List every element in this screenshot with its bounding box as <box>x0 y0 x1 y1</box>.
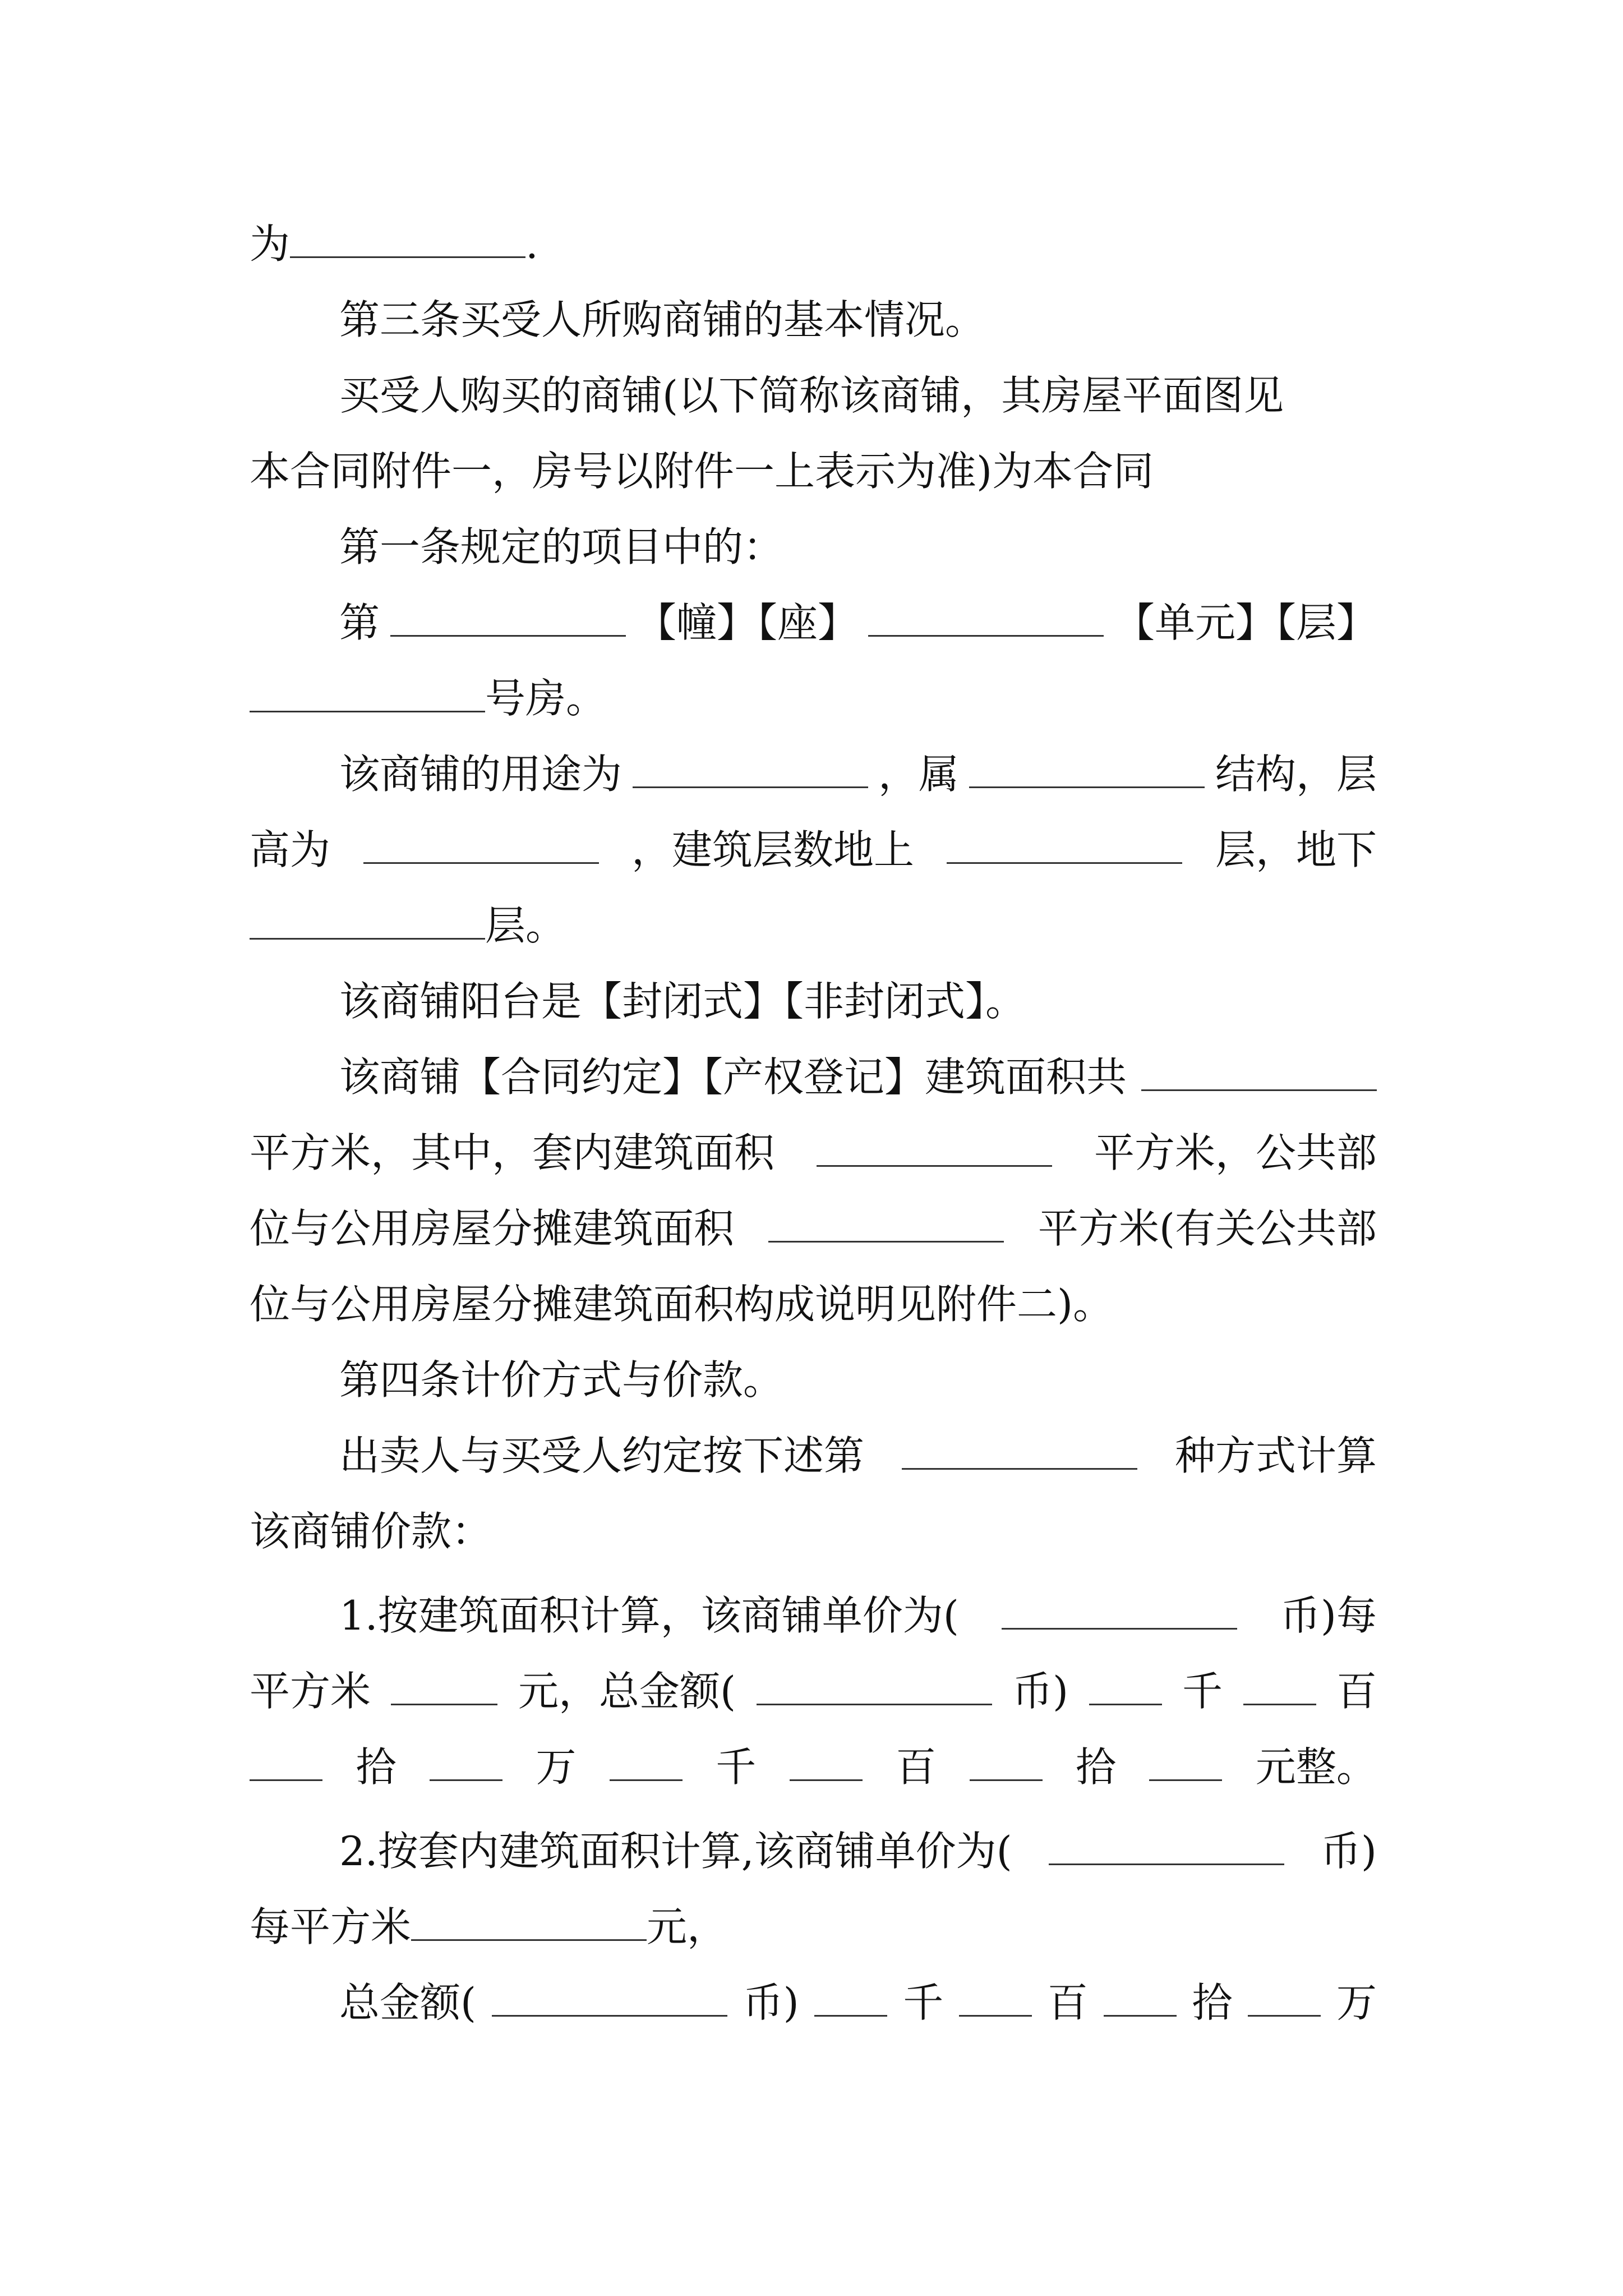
fill-in-blank <box>790 1743 863 1781</box>
text-segment: 平方米，公共部 <box>1094 1129 1377 1176</box>
text-segment: 拾 <box>356 1743 396 1791</box>
text-segment: 为 <box>250 220 291 268</box>
text-segment: 每平方米 <box>250 1903 412 1950</box>
text-segment: 总金额( <box>339 1979 477 2026</box>
text-line <box>339 1975 1377 2031</box>
text-segment: 第三条买受人所购商铺的基本情况。 <box>339 296 986 343</box>
text-segment: 该商铺的用途为 <box>339 751 623 798</box>
section-heading-3 <box>339 292 1467 348</box>
text-segment: 百 <box>896 1743 937 1791</box>
fill-in-blank <box>1089 1667 1162 1705</box>
text-segment: 拾 <box>1192 1979 1233 2026</box>
text-segment: 位与公用房屋分摊建筑面积 <box>250 1205 735 1252</box>
text-segment: 出卖人与买受人约定按下述第 <box>339 1432 865 1479</box>
text-segment: 币) <box>743 1979 799 2026</box>
text-segment: 种方式计算 <box>1174 1432 1377 1479</box>
fill-in-blank <box>817 1129 1052 1167</box>
fill-in-blank <box>1243 1667 1316 1705</box>
text-segment: . <box>525 220 538 268</box>
fill-in-blank <box>768 1204 1004 1243</box>
text-segment: 拾 <box>1076 1743 1117 1791</box>
fill-in-blank <box>814 1978 887 2017</box>
fill-in-blank <box>390 599 626 637</box>
fill-in-blank <box>411 1903 647 1941</box>
text-segment: 币)每 <box>1280 1592 1377 1639</box>
text-line <box>250 1739 1377 1795</box>
fill-in-blank <box>250 1743 322 1781</box>
text-segment: 【幢】【座】 <box>635 599 858 646</box>
text-segment: ，建筑层数地上 <box>631 826 914 873</box>
fill-in-blank <box>290 220 525 258</box>
fill-in-blank <box>947 826 1182 864</box>
text-line <box>339 746 1377 802</box>
fill-in-blank <box>868 599 1104 637</box>
text-segment: 该商铺阳台是【封闭式】【非封闭式】。 <box>339 978 1026 1025</box>
fill-in-blank <box>250 901 485 940</box>
fill-in-blank <box>633 750 868 788</box>
fill-in-blank <box>363 826 599 864</box>
fill-in-blank <box>1002 1591 1237 1630</box>
text-segment: 该商铺【合同约定】【产权登记】建筑面积共 <box>339 1053 1127 1101</box>
text-segment: 该商铺价款： <box>250 1508 492 1555</box>
text-segment: 元整。 <box>1255 1743 1377 1791</box>
text-segment: 百 <box>1336 1668 1377 1715</box>
fill-in-blank <box>1149 1743 1222 1781</box>
text-segment: 1.按建筑面积计算，该商铺单价为( <box>339 1592 959 1639</box>
text-segment: 2.按套内建筑面积计算,该商铺单价为( <box>339 1828 1012 1875</box>
text-segment: 买受人购买的商铺(以下简称该商铺，其房屋平面图见 <box>339 372 1284 419</box>
text-line <box>250 1899 1377 1955</box>
text-segment: 平方米(有关公共部 <box>1038 1205 1377 1252</box>
text-line <box>339 1588 1377 1644</box>
text-line <box>339 1823 1377 1879</box>
fill-in-blank <box>430 1743 502 1781</box>
text-segment: 元，总金额( <box>518 1668 736 1715</box>
text-line <box>250 670 1377 726</box>
text-line <box>250 1663 1377 1719</box>
fill-in-blank <box>959 1978 1032 2017</box>
text-line <box>339 519 1467 575</box>
text-line <box>250 1200 1377 1257</box>
text-line <box>339 595 1377 651</box>
text-segment: 第 <box>339 599 380 646</box>
text-segment: 结构，层 <box>1215 751 1377 798</box>
text-segment: 高为 <box>250 826 331 873</box>
fill-in-blank <box>250 674 485 712</box>
text-line <box>339 973 1467 1029</box>
text-segment: 千 <box>903 1979 944 2026</box>
text-segment: 本合同附件一，房号以附件一上表示为准)为本合同 <box>250 448 1154 495</box>
fill-in-blank <box>969 750 1205 788</box>
text-segment: 平方米，其中，套内建筑面积 <box>250 1129 775 1176</box>
text-line <box>339 1428 1377 1484</box>
section-heading-4 <box>339 1352 1467 1408</box>
text-segment: 万 <box>1336 1979 1377 2026</box>
text-segment: 币) <box>1320 1828 1377 1875</box>
text-segment: 号房。 <box>485 675 607 722</box>
text-line <box>250 1125 1377 1181</box>
text-segment: 【单元】【层】 <box>1114 599 1377 646</box>
text-line <box>250 216 1377 272</box>
fill-in-blank <box>1104 1978 1177 2017</box>
text-segment: 千 <box>716 1743 757 1791</box>
fill-in-blank <box>902 1432 1137 1470</box>
text-segment: 币) <box>1012 1668 1069 1715</box>
text-line <box>250 1503 1377 1559</box>
text-line <box>250 443 1377 499</box>
fill-in-blank <box>610 1743 683 1781</box>
fill-in-blank <box>1141 1053 1377 1091</box>
text-line <box>339 367 1377 424</box>
text-line <box>250 898 1377 954</box>
text-segment: 第一条规定的项目中的： <box>339 523 784 570</box>
text-segment: 元， <box>647 1903 728 1950</box>
fill-in-blank <box>1248 1978 1321 2017</box>
text-segment: 第四条计价方式与价款。 <box>339 1356 784 1404</box>
text-line <box>250 1276 1377 1332</box>
text-segment: 平方米 <box>250 1668 371 1715</box>
fill-in-blank <box>1049 1827 1284 1865</box>
text-segment: 层。 <box>485 902 566 949</box>
fill-in-blank <box>970 1743 1043 1781</box>
text-segment: 千 <box>1182 1668 1223 1715</box>
text-segment: 百 <box>1047 1979 1088 2026</box>
fill-in-blank <box>757 1667 992 1705</box>
fill-in-blank <box>492 1978 727 2017</box>
text-segment: 位与公用房屋分摊建筑面积构成说明见附件二)。 <box>250 1281 1114 1328</box>
text-line <box>250 822 1377 878</box>
text-segment: 层，地下 <box>1215 826 1377 873</box>
text-segment: ，属 <box>878 751 959 798</box>
text-segment: 万 <box>536 1743 577 1791</box>
text-line <box>339 1049 1377 1105</box>
fill-in-blank <box>391 1667 497 1705</box>
